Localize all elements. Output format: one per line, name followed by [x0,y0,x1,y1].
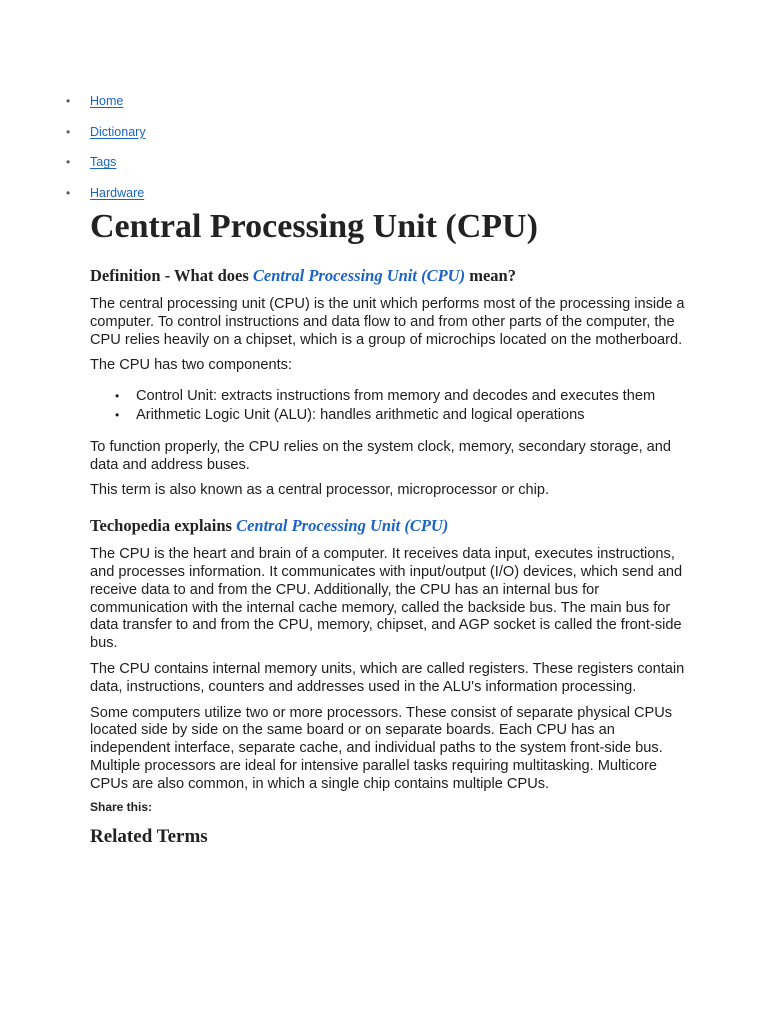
page-title: Central Processing Unit (CPU) [90,208,538,245]
definition-heading [90,264,690,288]
related-terms-heading: Related Terms [90,825,208,847]
breadcrumb-item-home [0,86,146,117]
definition-paragraph: To function properly, the CPU relies on the system clock, memory, secondary storage, and data and address buses. [90,438,672,473]
bullet-icon: • [66,185,71,200]
list-item-text: Control Unit: extracts instructions from memory and decodes and executes them [136,388,656,405]
components-list [90,387,690,425]
definition-term-link[interactable]: Central Processing Unit (CPU) [252,266,466,285]
bullet-icon: • [115,407,120,422]
bullet-icon: • [115,389,120,404]
breadcrumb [0,86,146,208]
list-item [115,406,690,425]
explains-heading [90,514,690,538]
breadcrumb-item-tags [0,147,146,178]
definition-paragraph: The CPU has two components: [90,357,292,374]
definition-heading-prefix: Definition - What does [90,266,253,285]
breadcrumb-link-dictionary[interactable]: Dictionary [90,124,146,139]
explains-paragraph: Some computers utilize two or more processors. These consist of separate physical CPUs located side by side on the same board or on separate boards. Each CPU has an independent interface, separate cache, and individual paths to the system front-side bus. Multiple processors are ideal for intensive parallel tasks requiring multitasking. Multicore CPUs are also common, in which a single chip contains multiple CPUs. [90,704,673,792]
bullet-icon: • [66,155,71,170]
definition-paragraph: The central processing unit (CPU) is the unit which performs most of the processing inside a computer. To control instructions and data flow to and from other parts of the computer, the CPU relies heavily on a chipset, which is a group of microchips located on the motherboard. [90,296,685,348]
article-content [90,260,690,850]
list-item [115,387,690,406]
explains-paragraph: The CPU is the heart and brain of a computer. It receives data input, executes instructions, and processes information. It communicates with input/output (I/O) devices, which send and receive data to and from the CPU. Additionally, the CPU has an internal bus for communication with the internal cache memory, called the backside bus. The main bus for data transfer to and from the CPU, memory, chipset, and AGP socket is called the front-side bus. [90,546,683,652]
bullet-icon: • [66,124,71,139]
breadcrumb-link-home[interactable]: Home [90,94,124,108]
explains-heading-prefix: Techopedia explains [90,516,237,536]
share-label: Share this: [90,799,153,814]
definition-heading-suffix: mean? [465,266,516,285]
breadcrumb-link-hardware[interactable]: Hardware [90,185,145,200]
definition-paragraph: This term is also known as a central processor, microprocessor or chip. [90,482,550,499]
explains-paragraph: The CPU contains internal memory units, which are called registers. These registers contain data, instructions, counters and addresses used in the ALU's information processing. [90,660,685,695]
explains-term-link[interactable]: Central Processing Unit (CPU) [236,516,449,536]
list-item-text: Arithmetic Logic Unit (ALU): handles arithmetic and logical operations [136,406,585,423]
breadcrumb-item-dictionary [0,117,146,148]
breadcrumb-link-tags[interactable]: Tags [90,155,117,170]
bullet-icon: • [66,94,71,108]
